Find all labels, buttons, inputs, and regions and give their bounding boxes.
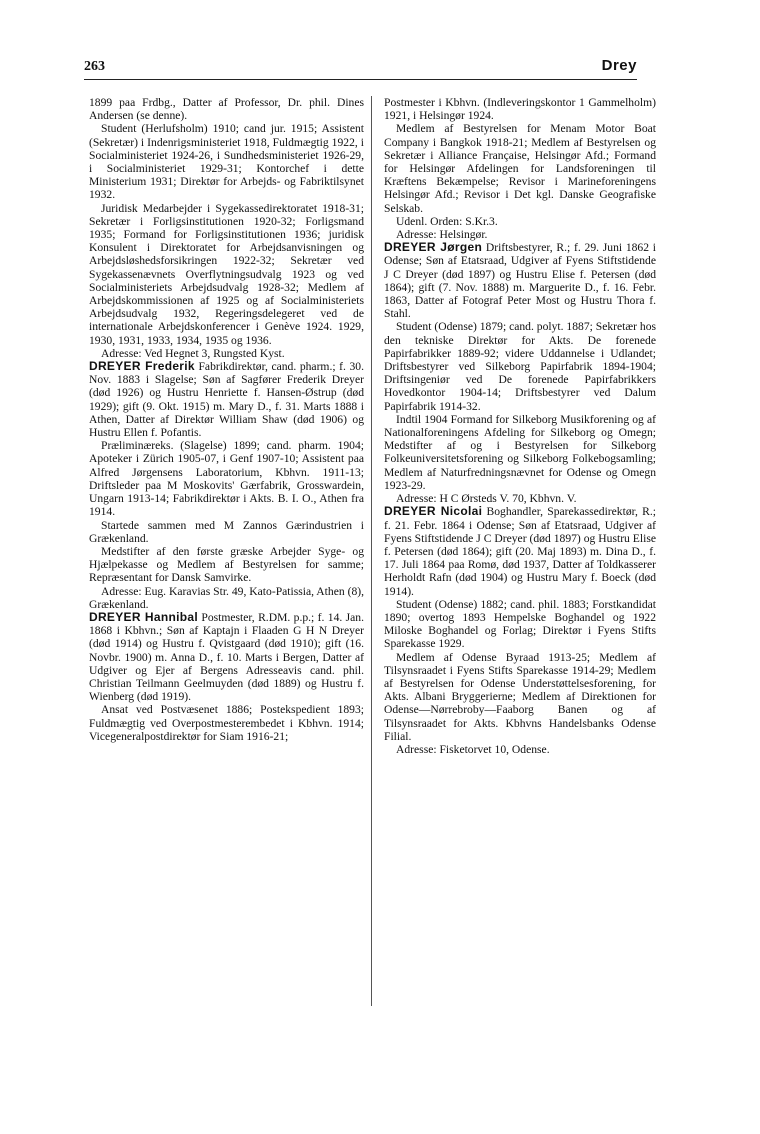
entry-name: DREYER Hannibal — [89, 609, 198, 624]
roles-paragraph: Juridisk Medarbejder i Sygekassedirektoratet 1918-31; Sekretær i Forligsinstitutionen 1920-32; Forligsmand 1935; Formand for Forligsinstitutionen 1936; juridisk Konsulent i Direktoratet for Arbejdsanvisningen og Arbejdsløshedsforsikringen 1922-32; Sekretær ved Sygekassenævnets Overflytningsudvalg 1923 og ved Socialministeriets Arbejdsudvalg 1928-32; Medlem af Arbejdskommissionen af 1925 og af Socialministeriets Arbejdsudvalg 1932, Regeringsdelegeret ved de internationale Arbejdskonferencer i Genève 1924. 1929, 1930, 1931, 1933, 1934, 1935 og 1936. — [89, 201, 364, 347]
address-paragraph: Adresse: Ved Hegnet 3, Rungsted Kyst. — [101, 346, 285, 360]
career-paragraph: Præliminæreks. (Slagelse) 1899; cand. pharm. 1904; Apoteker i Zürich 1905-07, i Genf 1907-10; Assistent paa Alfred Jørgensens Laboratorium, Kbhvn. 1911-13; Driftsleder paa M Moskovits' Gærfabrik, Grosswardein, Ungarn 1913-14; Fabrikdirektør i Akts. B. I. O., Athen fra 1914. — [89, 439, 364, 519]
entry-frederik — [89, 360, 364, 439]
roles-paragraph: Indtil 1904 Formand for Silkeborg Musikforening og af Nationalforeningens Afdeling for Silkeborg og Omegn; Medstifter af og i Bestyrelsen for Silkeborg Folkeuniversitetsforening og Silkeborg Folkebogsamling; Medlem af Naturfredningsnævnet for Odense og Omegn 1923-29. — [384, 412, 656, 492]
entry-intro: Driftsbestyrer, R.; f. 29. Juni 1862 i Odense; Søn af Etatsraad, Udgiver af Fyens Stiftstidende J C Dreyer (død 1897) og Hustru Elise f. Petersen (død 1864); gift (7. Nov. 1888) m. Marguerite D., f. 16. Febr. 1863, Datter af Fotograf Peter Most og Hustru Thora f. Stahl. — [384, 241, 656, 321]
career-paragraph: Student (Odense) 1879; cand. polyt. 1887; Sekretær hos den tekniske Direktør for Akts. De forenede Papirfabrikker 1889-92; videre Uddannelse i Udlandet; Driftsbestyrer ved Silkeborg Papirfabrik 1894-1904; Driftsingeniør ved De forenede Papirfabrikkers Hovedkontor 1904-14; Driftsbestyrer ved Dalum Papirfabrik 1914-32. — [384, 320, 656, 413]
career-paragraph: Ansat ved Postvæsenet 1886; Postekspedient 1893; Fuldmægtig ved Overpostmesterembedet i Kbhvn. 1914; Vicegeneralpostdirektør for Siam 1916-21; — [89, 703, 364, 743]
left-column — [89, 96, 364, 743]
running-head: Drey — [601, 57, 637, 74]
entry-nicolai — [384, 505, 656, 597]
page-header — [84, 57, 637, 80]
entry-intro: Postmester, R.DM. p.p.; f. 14. Jan. 1868 i Kbhvn.; Søn af Kaptajn i Flaaden G H N Dreyer (død 1914) og Hustru f. Qvistgaard (død 1910); gift (16. Novbr. 1900) m. Anna D., f. 10. Marts i Bergen, Datter af Udgiver og Ejer af Bergens Adresseavis cand. phil. Christian Teilmann Geelmuyden (død 1889) og Hustru f. Wienberg (død 1919). — [89, 610, 364, 704]
address-paragraph: Adresse: Helsingør. — [396, 228, 488, 242]
career-paragraph: Student (Odense) 1882; cand. phil. 1883; Forstkandidat 1890; overtog 1893 Hempelske Boghandel og 1922 Miloske Boghandel og Forlag; Direktør i Fyens Stifts Sparekasse 1929. — [384, 597, 656, 651]
address-paragraph: Adresse: Eug. Karavias Str. 49, Kato-Patissia, Athen (8), Grækenland. — [89, 584, 364, 611]
continued-entry-text: Postmester i Kbhvn. (Indleveringskontor 1 Gammelholm) 1921, i Helsingør 1924. — [384, 96, 656, 123]
address-paragraph: Adresse: Fisketorvet 10, Odense. — [396, 742, 550, 756]
entry-hannibal — [89, 611, 364, 703]
entry-intro: Fabrikdirektør, cand. pharm.; f. 30. Nov. 1883 i Slagelse; Søn af Sagfører Frederik Dreyer (død 1926) og Hustru Henriette f. Hansen-Østrup (død 1929); gift (9. Okt. 1915) m. Mary D., f. 31. Marts 1888 i Athen, Datter af Direktør William Shaw (død 1906) og Hustru Ellen f. Pofantis. — [89, 360, 364, 440]
entry-name: DREYER Jørgen — [384, 240, 483, 255]
entry-jorgen — [384, 241, 656, 320]
address-paragraph: Adresse: H C Ørsteds V. 70, Kbhvn. V. — [396, 492, 577, 506]
note-paragraph: Startede sammen med M Zannos Gærindustrien i Grækenland. — [89, 518, 364, 545]
orders-paragraph: Udenl. Orden: S.Kr.3. — [396, 214, 498, 228]
roles-paragraph: Medlem af Odense Byraad 1913-25; Medlem af Tilsynsraadet i Fyens Stifts Sparekasse 1914-29; Medlem af Bestyrelsen for Odense Understøttelsesforening, for Akts. Albani Bryggerierne; Medlem af Direktionen for Odense—Nørrebroby—Faaborg Banen og af Tilsynsraadet for Akts. Kbhvns Handelsbanks Odense Filial. — [384, 650, 656, 743]
entry-name: DREYER Nicolai — [384, 504, 483, 519]
entry-intro: Boghandler, Sparekassedirektør, R.; f. 21. Febr. 1864 i Odense; Søn af Etatsraad, Udgiver af Fyens Stiftstidende J C Dreyer (død 1897) og Hustru Elise f. Petersen (død 1864); gift (20. Maj 1893) m. Dina D., f. 17. Juli 1864 paa Romø, død 1937, Datter af Toldkasserer Herholdt Rafn (død 1904) og Hustru Mary f. Boeck (død 1914). — [384, 505, 657, 598]
entry-name: DREYER Frederik — [89, 359, 195, 374]
roles-paragraph: Medstifter af den første græske Arbejder Syge- og Hjælpekasse og Medlem af Bestyrelsen for samme; Repræsentant for Dansk Samvirke. — [89, 544, 364, 585]
right-column — [384, 96, 656, 756]
career-paragraph: Student (Herlufsholm) 1910; cand jur. 1915; Assistent (Sekretær) i Indenrigsministeriet 1918, Fuldmægtig 1922, i Socialministeriet 1924-26, i Sundhedsministeriet 1926-29, i Socialministeriet 1929-31; Kontorchef i dette Ministerium 1931; Direktør for Arbejds- og Fabriktilsynet 1932. — [89, 122, 364, 202]
continued-entry-text: 1899 paa Frdbg., Datter af Professor, Dr. phil. Dines Andersen (se denne). — [89, 96, 364, 123]
page-number: 263 — [84, 59, 105, 74]
roles-paragraph: Medlem af Bestyrelsen for Menam Motor Boat Company i Bangkok 1918-21; Medlem af Bestyrelsen og Sekretær i Alliance Française, Helsingør Afd.; Formand for Helsingør Afdelingen for Landsforeningen til Kræftens Bekæmpelse; Revisor i Marineforeningens Helsingør Afd.; Revisor i Det kgl. Danske Geografiske Selskab. — [384, 122, 656, 215]
column-divider — [371, 96, 372, 1006]
